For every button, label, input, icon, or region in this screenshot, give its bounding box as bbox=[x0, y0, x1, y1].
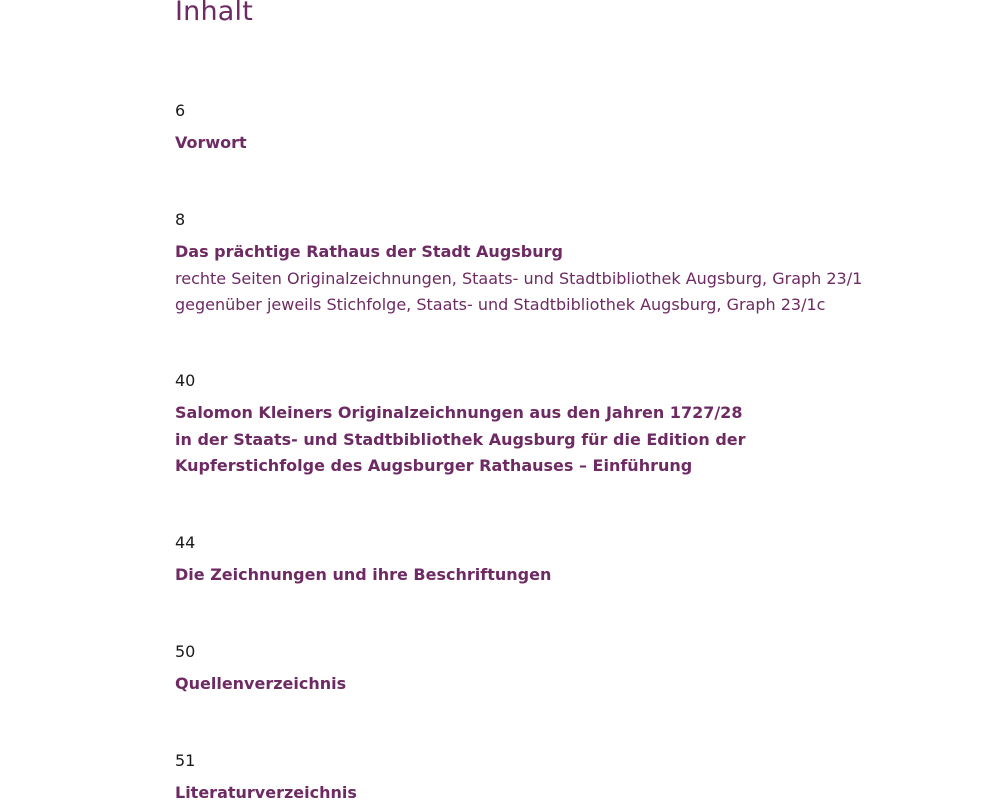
toc-entry-originalzeichnungen[interactable] bbox=[175, 370, 875, 480]
toc-page-number: 44 bbox=[175, 533, 196, 552]
toc-entry-vorwort[interactable] bbox=[175, 100, 875, 157]
toc-entry-title[interactable] bbox=[175, 130, 875, 157]
toc-page-number: 50 bbox=[175, 642, 196, 661]
toc-entry-literaturverzeichnis[interactable] bbox=[175, 750, 875, 800]
toc-page-number: 6 bbox=[175, 101, 186, 120]
toc-entry-title[interactable] bbox=[175, 239, 875, 318]
toc-entry-title[interactable] bbox=[175, 671, 875, 698]
toc-entry-title-line: Salomon Kleiners Originalzeichnungen aus den Jahren 1727/28 bbox=[175, 403, 743, 422]
toc-entry-title-line: Vorwort bbox=[175, 133, 247, 152]
toc-entry-subtitle-line: rechte Seiten Originalzeichnungen, Staats- und Stadtbibliothek Augsburg, Graph 23/1 bbox=[175, 268, 863, 288]
toc-entry-title[interactable] bbox=[175, 562, 875, 589]
toc-entry-title-line: Quellenverzeichnis bbox=[175, 674, 347, 693]
toc-page-number: 51 bbox=[175, 751, 196, 770]
toc-entry-title-line: in der Staats- und Stadtbibliothek Augsburg für die Edition der bbox=[175, 429, 746, 449]
toc-entry-title[interactable] bbox=[175, 400, 875, 480]
toc-entry-title-line: Kupferstichfolge des Augsburger Rathauses – Einführung bbox=[175, 456, 693, 475]
page-title: Inhalt bbox=[175, 0, 254, 27]
toc-entry-title-line: Die Zeichnungen und ihre Beschriftungen bbox=[175, 565, 552, 584]
toc-page-number: 8 bbox=[175, 210, 186, 229]
toc-entry-title-line: Literaturverzeichnis bbox=[175, 783, 357, 800]
toc-entry-zeichnungen[interactable] bbox=[175, 532, 875, 589]
toc-page-number: 40 bbox=[175, 371, 196, 390]
toc-entry-rathaus[interactable] bbox=[175, 209, 875, 318]
toc-entry-subtitle-line: gegenüber jeweils Stichfolge, Staats- und Stadtbibliothek Augsburg, Graph 23/1c bbox=[175, 294, 826, 314]
toc-entry-title-line: Das prächtige Rathaus der Stadt Augsburg bbox=[175, 242, 563, 261]
toc-entry-quellenverzeichnis[interactable] bbox=[175, 641, 875, 698]
toc-entry-title[interactable] bbox=[175, 780, 875, 800]
